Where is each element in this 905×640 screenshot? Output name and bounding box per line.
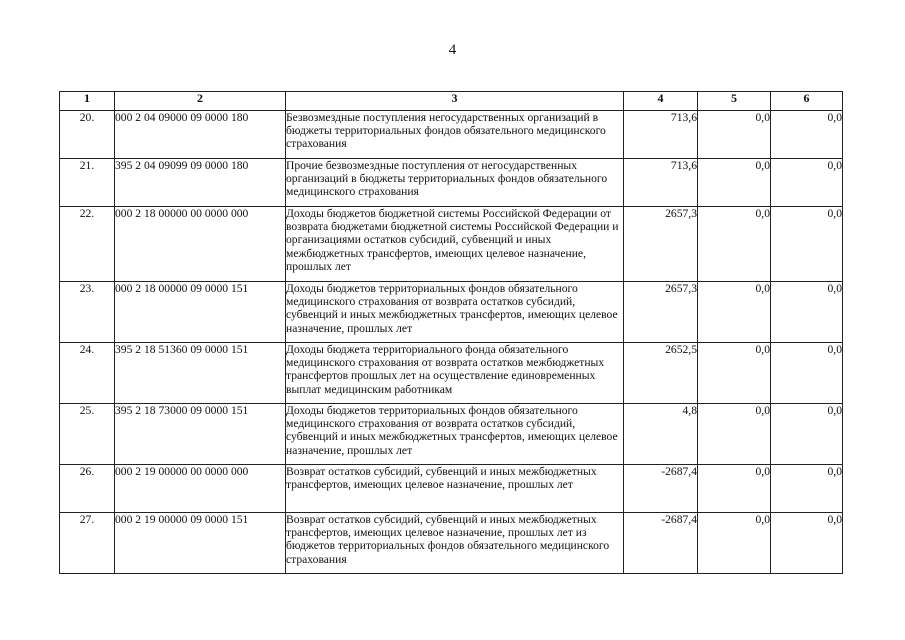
value-col-6: 0,0 <box>771 465 843 513</box>
table-row <box>60 282 843 343</box>
value-col-4: 2657,3 <box>624 207 698 282</box>
budget-code: 000 2 19 00000 00 0000 000 <box>115 465 286 513</box>
row-number: 20. <box>60 111 115 159</box>
header-col-2: 2 <box>115 92 286 111</box>
row-number: 23. <box>60 282 115 343</box>
row-number: 22. <box>60 207 115 282</box>
row-number: 27. <box>60 513 115 574</box>
row-description: Доходы бюджетов территориальных фондов обязательного медицинского страхования от возврата остатков субсидий, субвенций и иных межбюджетных трансфертов, имеющих целевое назначение, прошлых лет <box>286 404 624 465</box>
page-number: 4 <box>448 42 457 58</box>
table-row <box>60 207 843 282</box>
value-col-5: 0,0 <box>698 282 771 343</box>
row-description: Доходы бюджетов бюджетной системы Российской Федерации от возврата бюджетами бюджетной системы Российской Федерации и организациями остатков субсидий, субвенций и иных межбюджетных трансфертов, имеющих целевое назначение, прошлых лет <box>286 207 624 282</box>
budget-code: 395 2 18 51360 09 0000 151 <box>115 343 286 404</box>
budget-code: 395 2 18 73000 09 0000 151 <box>115 404 286 465</box>
row-description: Возврат остатков субсидий, субвенций и иных межбюджетных трансфертов, имеющих целевое назначение, прошлых лет <box>286 465 624 513</box>
row-number: 21. <box>60 159 115 207</box>
value-col-5: 0,0 <box>698 343 771 404</box>
table-row <box>60 159 843 207</box>
row-description: Прочие безвозмездные поступления от негосударственных организаций в бюджеты территориальных фондов обязательного медицинского страхования <box>286 159 624 207</box>
value-col-5: 0,0 <box>698 465 771 513</box>
value-col-5: 0,0 <box>698 404 771 465</box>
header-row <box>60 92 843 111</box>
header-col-1: 1 <box>60 92 115 111</box>
table-row <box>60 465 843 513</box>
row-number: 25. <box>60 404 115 465</box>
table-row <box>60 343 843 404</box>
value-col-6: 0,0 <box>771 159 843 207</box>
value-col-6: 0,0 <box>771 282 843 343</box>
row-description: Возврат остатков субсидий, субвенций и иных межбюджетных трансфертов, имеющих целевое назначение, прошлых лет из бюджетов территориальных фондов обязательного медицинского страхования <box>286 513 624 574</box>
value-col-4: 713,6 <box>624 111 698 159</box>
header-col-5: 5 <box>698 92 771 111</box>
row-description: Доходы бюджета территориального фонда обязательного медицинского страхования от возврата остатков межбюджетных трансфертов прошлых лет на осуществление единовременных выплат медицинским работникам <box>286 343 624 404</box>
value-col-4: 2652,5 <box>624 343 698 404</box>
header-col-3: 3 <box>286 92 624 111</box>
budget-code: 000 2 19 00000 09 0000 151 <box>115 513 286 574</box>
value-col-4: 2657,3 <box>624 282 698 343</box>
value-col-4: -2687,4 <box>624 513 698 574</box>
value-col-4: -2687,4 <box>624 465 698 513</box>
row-number: 24. <box>60 343 115 404</box>
header-col-6: 6 <box>771 92 843 111</box>
budget-code: 000 2 04 09000 09 0000 180 <box>115 111 286 159</box>
value-col-6: 0,0 <box>771 513 843 574</box>
budget-code: 395 2 04 09099 09 0000 180 <box>115 159 286 207</box>
budget-code: 000 2 18 00000 00 0000 000 <box>115 207 286 282</box>
table-row <box>60 513 843 574</box>
table-row <box>60 404 843 465</box>
value-col-5: 0,0 <box>698 513 771 574</box>
value-col-6: 0,0 <box>771 404 843 465</box>
row-description: Безвозмездные поступления негосударственных организаций в бюджеты территориальных фондов обязательного медицинского страхования <box>286 111 624 159</box>
value-col-4: 4,8 <box>624 404 698 465</box>
value-col-5: 0,0 <box>698 207 771 282</box>
value-col-6: 0,0 <box>771 111 843 159</box>
header-col-4: 4 <box>624 92 698 111</box>
value-col-5: 0,0 <box>698 159 771 207</box>
value-col-6: 0,0 <box>771 207 843 282</box>
row-number: 26. <box>60 465 115 513</box>
table-row <box>60 111 843 159</box>
budget-code: 000 2 18 00000 09 0000 151 <box>115 282 286 343</box>
value-col-4: 713,6 <box>624 159 698 207</box>
budget-table <box>59 91 843 574</box>
row-description: Доходы бюджетов территориальных фондов обязательного медицинского страхования от возврата остатков субсидий, субвенций и иных межбюджетных трансфертов, имеющих целевое назначение, прошлых лет <box>286 282 624 343</box>
value-col-6: 0,0 <box>771 343 843 404</box>
value-col-5: 0,0 <box>698 111 771 159</box>
